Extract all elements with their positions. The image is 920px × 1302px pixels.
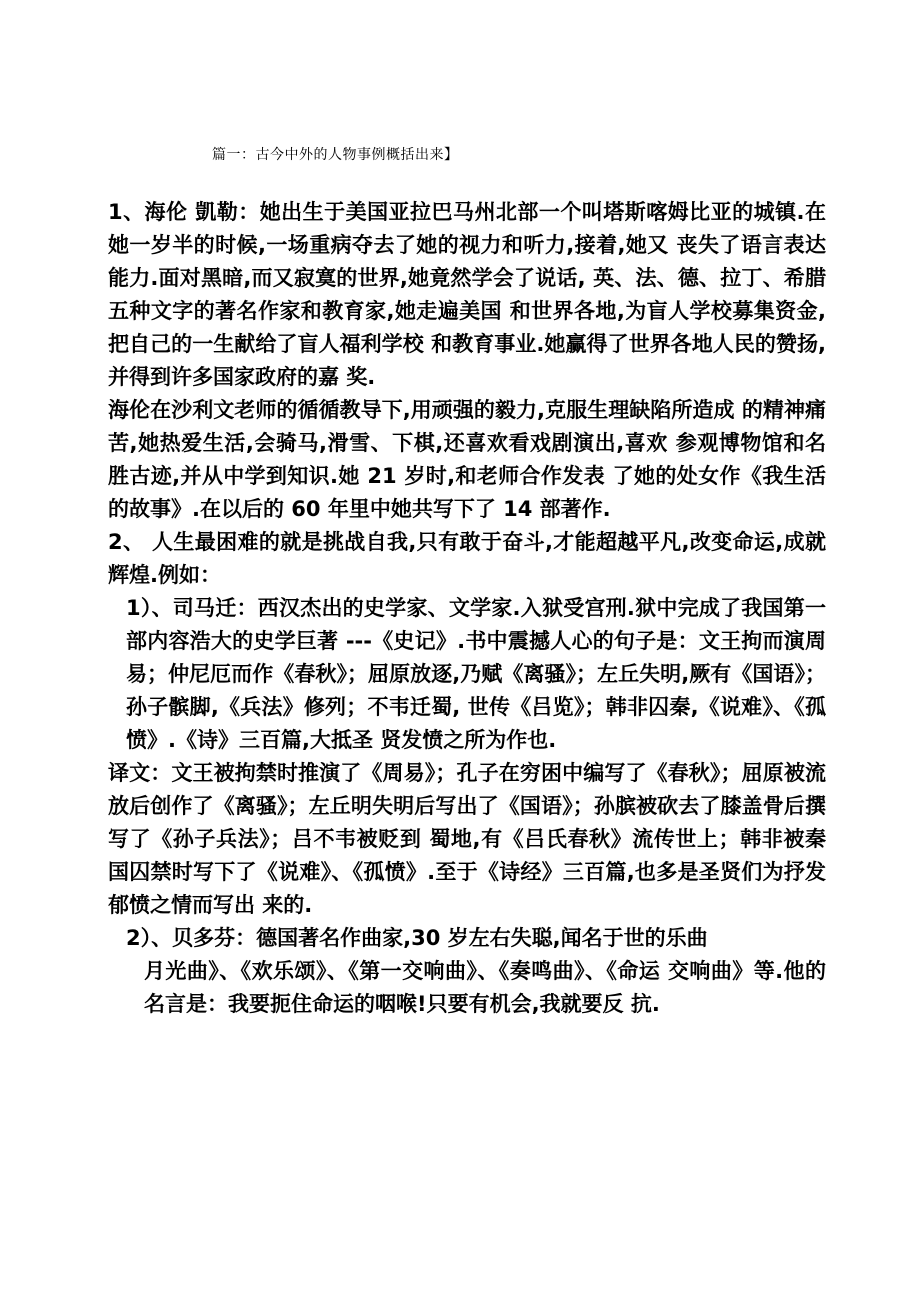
paragraph-3: 2、 人生最困难的就是挑战自我,只有敢于奋斗,才能超越平凡,改变命运,成就辉煌.例如： — [108, 530, 826, 587]
paragraph-1: 1、海伦 凱勒：她出生于美国亚拉巴马州北部一个叫塔斯喀姆比亚的城镇.在她一岁半的时候,一场重病夺去了她的视力和听力,接着,她又 丧失了语言表达能力.面对黑暗,而又寂寞的世界,她竟然学会了说话, 英、法、德、拉丁、希腊五种文字的著名作家和教育家,她走遍美国 和世界各地,为盲人学校募集资金,把自己的一生献给了盲人福利学校 和教育事业.她赢得了世界各地人民的赞扬,并得到许多国家政府的嘉 奖. — [108, 200, 826, 389]
paragraph-7: 月光曲》、《欢乐颂》、《第一交响曲》、《奏鸣曲》、《命运 交响曲》等.他的名言是：我要扼住命运的咽喉!只要有机会,我就要反 抗. — [144, 959, 826, 1016]
paragraph-5: 译文：文王被拘禁时推演了《周易》；孔子在穷困中编写了《春秋》；屈原被流放后创作了《离骚》；左丘明失明后写出了《国语》；孙膑被砍去了膝盖骨后撰写了《孙子兵法》；吕不韦被贬到 蜀地,有《吕氏春秋》流传世上；韩非被秦国囚禁时写下了《说难》、《孤愤》.至于《诗经》三百篇,也多是圣贤们为抒发郁愤之情而写出 来的. — [108, 761, 826, 917]
document-header-note: 篇一：古今中外的人物事例概括出来】 — [212, 147, 459, 163]
paragraph-2: 海伦在沙利文老师的循循教导下,用顽强的毅力,克服生理缺陷所造成 的精神痛苦,她热爱生活,会骑马,滑雪、下棋,还喜欢看戏剧演出,喜欢 参观博物馆和名胜古迹,并从中学到知识.她 21 岁时,和老师合作发表 了她的处女作《我生活的故事》.在以后的 60 年里中她共写下了 14 部著作. — [108, 398, 826, 521]
paragraph-6: 2）、贝多芬：德国著名作曲家,30 岁左右失聪,闻名于世的乐曲 — [126, 926, 708, 950]
document-body — [108, 196, 826, 1021]
paragraph-4: 1）、司马迁：西汉杰出的史学家、文学家.入狱受宫刑.狱中完成了我国第一部内容浩大的史学巨著 ---《史记》.书中震撼人心的句子是：文王拘而演周易；仲尼厄而作《春秋》；屈原放逐,乃赋《离骚》；左丘失明,厥有《国语》；孙子髌脚,《兵法》修列；不韦迁蜀, 世传《吕览》；韩非囚秦,《说难》、《孤愤》.《诗》三百篇,大抵圣 贤发愤之所为作也. — [126, 596, 826, 752]
